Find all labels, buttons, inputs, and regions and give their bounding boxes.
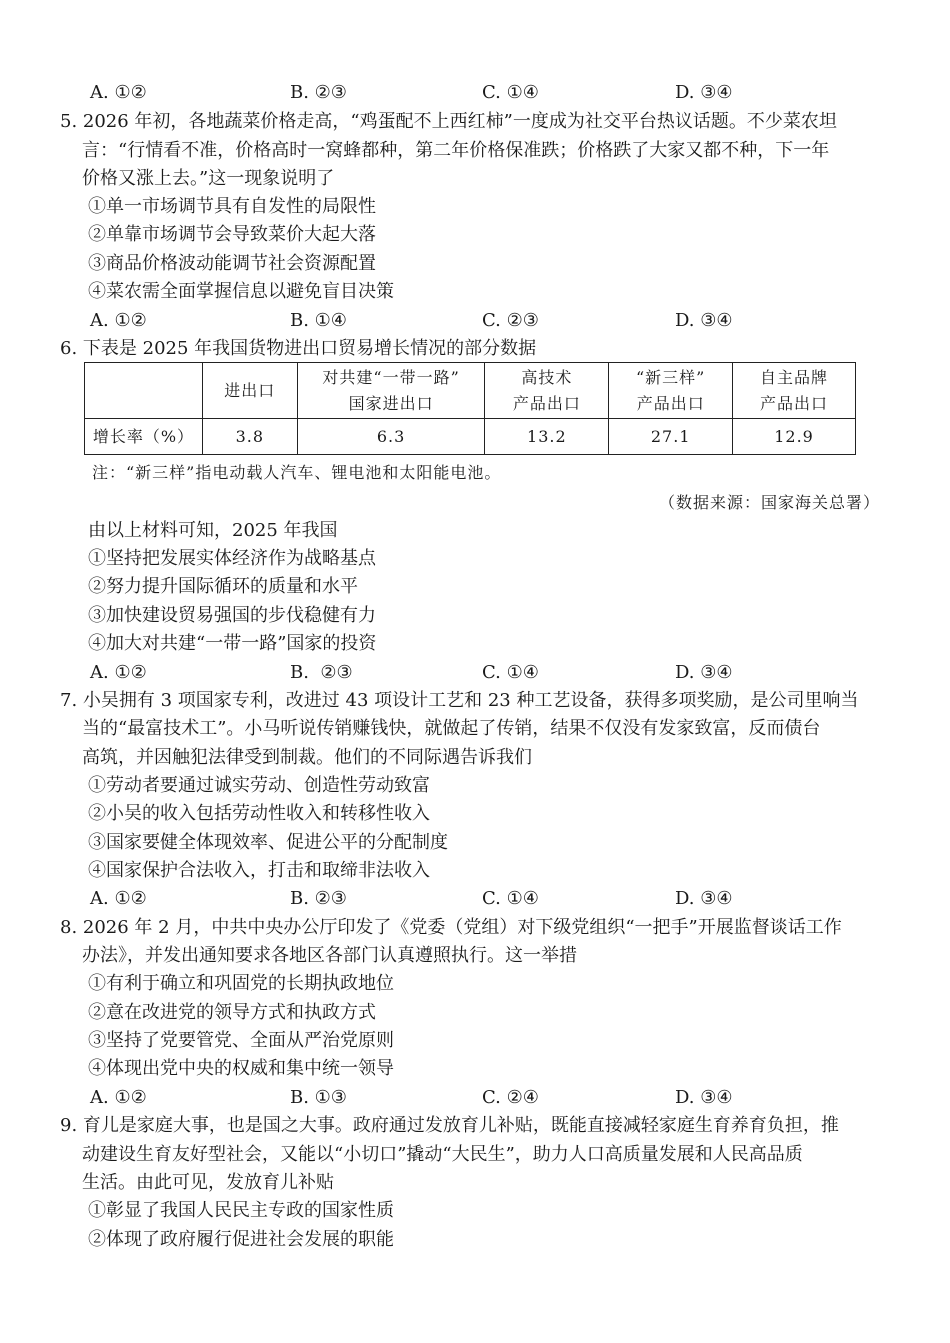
q9-stem-line: 动建设生育友好型社会，又能以“小切口”撬动“大民生”，助力人口高质量发展和人民高品质 xyxy=(82,1144,803,1165)
q8-option: ②意在改进党的领导方式和执政方式 xyxy=(88,1002,376,1023)
q8-stem-line: 8. 2026 年 2 月，中共中央办公厅印发了《党委（党组）对下级党组织“一把手”开展监督谈话工作 xyxy=(60,917,842,938)
choice-b: B. ②③ xyxy=(290,82,347,103)
q7-stem-line: 当的“最富技术工”。小马听说传销赚钱快，就做起了传销，结果不仅没有发家致富，反而债台 xyxy=(82,718,821,739)
q5-option: ③商品价格波动能调节社会资源配置 xyxy=(88,253,376,274)
q9-stem-line: 9. 育儿是家庭大事，也是国之大事。政府通过发放育儿补贴，既能直接减轻家庭生育养育负担，推 xyxy=(60,1115,839,1136)
choice-a: A. ①② xyxy=(90,310,147,331)
q7-option: ③国家要健全体现效率、促进公平的分配制度 xyxy=(88,832,448,853)
q8-option: ④体现出党中央的权威和集中统一领导 xyxy=(88,1058,394,1079)
value-cell: 27.1 xyxy=(609,419,733,455)
q8-stem-line: 办法》，并发出通知要求各地区各部门认真遵照执行。这一举措 xyxy=(82,945,577,966)
choice-c: C. ①④ xyxy=(482,662,539,683)
value-cell: 12.9 xyxy=(733,419,856,455)
choice-b: B. ①③ xyxy=(290,1087,347,1108)
table-row xyxy=(85,419,856,455)
choice-d: D. ③④ xyxy=(675,888,733,909)
q6-option: ②努力提升国际循环的质量和水平 xyxy=(88,576,358,597)
table-header-cell xyxy=(85,363,203,419)
q7-option: ②小吴的收入包括劳动性收入和转移性收入 xyxy=(88,803,430,824)
table-header-cell xyxy=(485,363,609,419)
choice-b: B. ②③ xyxy=(290,662,353,683)
q6-choices xyxy=(90,660,850,686)
q7-choices xyxy=(90,886,850,912)
q9-stem-line: 生活。由此可见，发放育儿补贴 xyxy=(82,1172,334,1193)
header-text: 对共建“一带一路” 国家进出口 xyxy=(322,367,460,413)
choice-b: B. ①④ xyxy=(290,310,347,331)
data-source: （数据来源：国家海关总署） xyxy=(658,493,880,512)
choice-a: A. ①② xyxy=(90,1087,147,1108)
header-text: 进出口 xyxy=(224,380,276,400)
q6-option: ①坚持把发展实体经济作为战略基点 xyxy=(88,548,376,569)
choice-a: A. ①② xyxy=(90,888,147,909)
choice-d: D. ③④ xyxy=(675,662,733,683)
q5-stem-line: 言：“行情看不准，价格高时一窝蜂都种，第二年价格保准跌；价格跌了大家又都不种，下一年 xyxy=(82,140,830,161)
table-header-cell xyxy=(609,363,733,419)
q8-option: ③坚持了党要管党、全面从严治党原则 xyxy=(88,1030,394,1051)
q8-choices xyxy=(90,1085,850,1111)
choice-d: D. ③④ xyxy=(675,1087,733,1108)
header-text: 高技术 产品出口 xyxy=(512,367,581,413)
value-cell: 13.2 xyxy=(485,419,609,455)
header-text: “新三样” 产品出口 xyxy=(636,367,706,413)
q6-lead: 由以上材料可知，2025 年我国 xyxy=(88,520,338,541)
q7-option: ④国家保护合法收入，打击和取缔非法收入 xyxy=(88,860,430,881)
table-note: 注：“新三样”指电动载人汽车、锂电池和太阳能电池。 xyxy=(92,463,502,482)
q9-option: ②体现了政府履行促进社会发展的职能 xyxy=(88,1229,394,1250)
choice-c: C. ①④ xyxy=(482,82,539,103)
q5-option: ④菜农需全面掌握信息以避免盲目决策 xyxy=(88,281,394,302)
table-header-row xyxy=(85,363,856,419)
q7-option: ①劳动者要通过诚实劳动、创造性劳动致富 xyxy=(88,775,430,796)
q6-stem: 6. 下表是 2025 年我国货物进出口贸易增长情况的部分数据 xyxy=(60,338,537,359)
row-label-cell: 增长率（%） xyxy=(85,419,203,455)
q8-option: ①有利于确立和巩固党的长期执政地位 xyxy=(88,973,394,994)
choice-c: C. ②③ xyxy=(482,310,539,331)
choice-c: C. ①④ xyxy=(482,888,539,909)
choice-b: B. ②③ xyxy=(290,888,347,909)
q5-option: ①单一市场调节具有自发性的局限性 xyxy=(88,196,376,217)
q5-stem-line: 价格又涨上去。”这一现象说明了 xyxy=(82,168,335,189)
choice-d: D. ③④ xyxy=(675,310,733,331)
q9-option: ①彰显了我国人民民主专政的国家性质 xyxy=(88,1200,394,1221)
table-header-cell xyxy=(202,363,297,419)
q5-option: ②单靠市场调节会导致菜价大起大落 xyxy=(88,224,376,245)
table-header-cell xyxy=(297,363,485,419)
choice-a: A. ①② xyxy=(90,662,147,683)
q7-stem-line: 高筑，并因触犯法律受到制裁。他们的不同际遇告诉我们 xyxy=(82,747,532,768)
q7-stem-line: 7. 小吴拥有 3 项国家专利，改进过 43 项设计工艺和 23 种工艺设备，获得多项奖励，是公司里响当 xyxy=(60,690,859,711)
header-text: 自主品牌 产品出口 xyxy=(760,367,829,413)
q5-choices xyxy=(90,308,850,334)
q4-choices xyxy=(90,80,850,106)
trade-growth-table xyxy=(84,362,856,455)
choice-c: C. ②④ xyxy=(482,1087,539,1108)
choice-d: D. ③④ xyxy=(675,82,733,103)
q6-option: ③加快建设贸易强国的步伐稳健有力 xyxy=(88,605,376,626)
q6-option: ④加大对共建“一带一路”国家的投资 xyxy=(88,633,377,654)
q5-stem-line: 5. 2026 年初，各地蔬菜价格走高，“鸡蛋配不上西红柿”一度成为社交平台热议话题。不少菜农坦 xyxy=(60,111,837,132)
choice-a: A. ①② xyxy=(90,82,147,103)
value-cell: 3.8 xyxy=(202,419,297,455)
value-cell: 6.3 xyxy=(297,419,485,455)
table-header-cell xyxy=(733,363,856,419)
